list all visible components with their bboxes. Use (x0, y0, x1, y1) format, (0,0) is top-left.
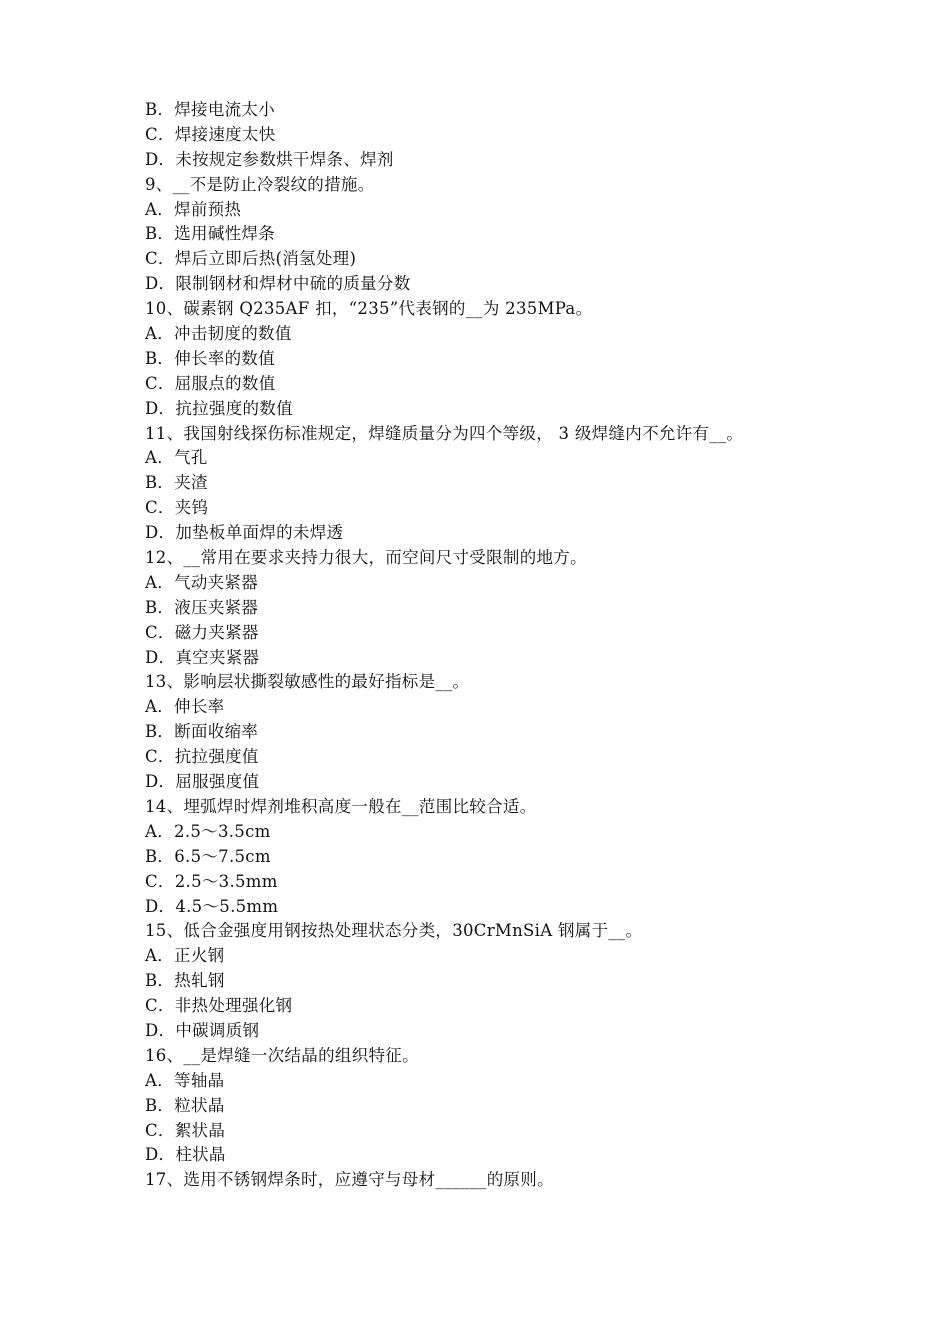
question-line: 12、__常用在要求夹持力很大，而空间尺寸受限制的地方。 (145, 548, 587, 568)
text-line: D．柱状晶 (145, 1145, 226, 1165)
question-line: 13、影响层状撕裂敏感性的最好指标是__。 (145, 672, 470, 692)
question-line: 9、__不是防止冷裂纹的措施。 (145, 174, 375, 194)
text-line: C．屈服点的数值 (145, 373, 276, 393)
text-line: B．6.5～7.5cm (145, 846, 271, 866)
document-page (145, 98, 845, 1193)
text-line: C．焊后立即后热(消氢处理) (145, 249, 357, 269)
text-line: A．气孔 (145, 448, 208, 468)
text-line: C．2.5～3.5mm (145, 871, 278, 891)
text-line: B．选用碱性焊条 (145, 224, 276, 244)
text-line: D．抗拉强度的数值 (145, 398, 293, 418)
text-line: A．2.5～3.5cm (145, 821, 271, 841)
text-line: C．夹钨 (145, 498, 209, 518)
text-line: D．屈服强度值 (145, 772, 260, 792)
text-line: A．气动夹紧器 (145, 572, 259, 592)
text-line: B．焊接电流太小 (145, 100, 276, 119)
text-line: C．絮状晶 (145, 1120, 226, 1140)
text-line: B．热轧钢 (145, 971, 225, 991)
text-line: D．4.5～5.5mm (145, 896, 279, 916)
text-line: D．中碳调质钢 (145, 1020, 260, 1040)
text-line: B．断面收缩率 (145, 722, 259, 742)
text-line: A．正火钢 (145, 946, 225, 966)
text-line: C．非热处理强化钢 (145, 996, 293, 1016)
text-line: B．夹渣 (145, 473, 208, 493)
text-line: B．液压夹紧器 (145, 597, 259, 617)
text-line: D．加垫板单面焊的未焊透 (145, 523, 344, 543)
question-line: 10、碳素钢 Q235AF 扣，“235”代表钢的__为 235MPa。 (145, 299, 593, 319)
text-line: A．冲击韧度的数值 (145, 324, 292, 344)
question-line: 14、埋弧焊时焊剂堆积高度一般在__范围比较合适。 (145, 796, 537, 816)
text-line: C．抗拉强度值 (145, 747, 259, 767)
text-line: A．焊前预热 (145, 199, 242, 219)
question-line: 15、低合金强度用钢按热处理状态分类，30CrMnSiA 钢属于__。 (145, 921, 643, 941)
text-line: D．真空夹紧器 (145, 647, 260, 667)
text-line: C．焊接速度太快 (145, 124, 276, 144)
question-line: 11、我国射线探伤标准规定，焊缝质量分为四个等级， 3 级焊缝内不允许有__。 (145, 423, 744, 443)
text-line: D．未按规定参数烘干焊条、焊剂 (145, 149, 394, 169)
text-line: D．限制钢材和焊材中硫的质量分数 (145, 274, 411, 294)
question-line: 16、__是焊缝一次结晶的组织特征。 (145, 1045, 419, 1065)
text-line: A．伸长率 (145, 697, 225, 717)
text-line: B．伸长率的数值 (145, 348, 276, 368)
question-line: 17、选用不锈钢焊条时，应遵守与母材______的原则。 (145, 1170, 554, 1190)
text-line: A．等轴晶 (145, 1070, 225, 1090)
text-line: B．粒状晶 (145, 1095, 225, 1115)
text-line: C．磁力夹紧器 (145, 622, 259, 642)
